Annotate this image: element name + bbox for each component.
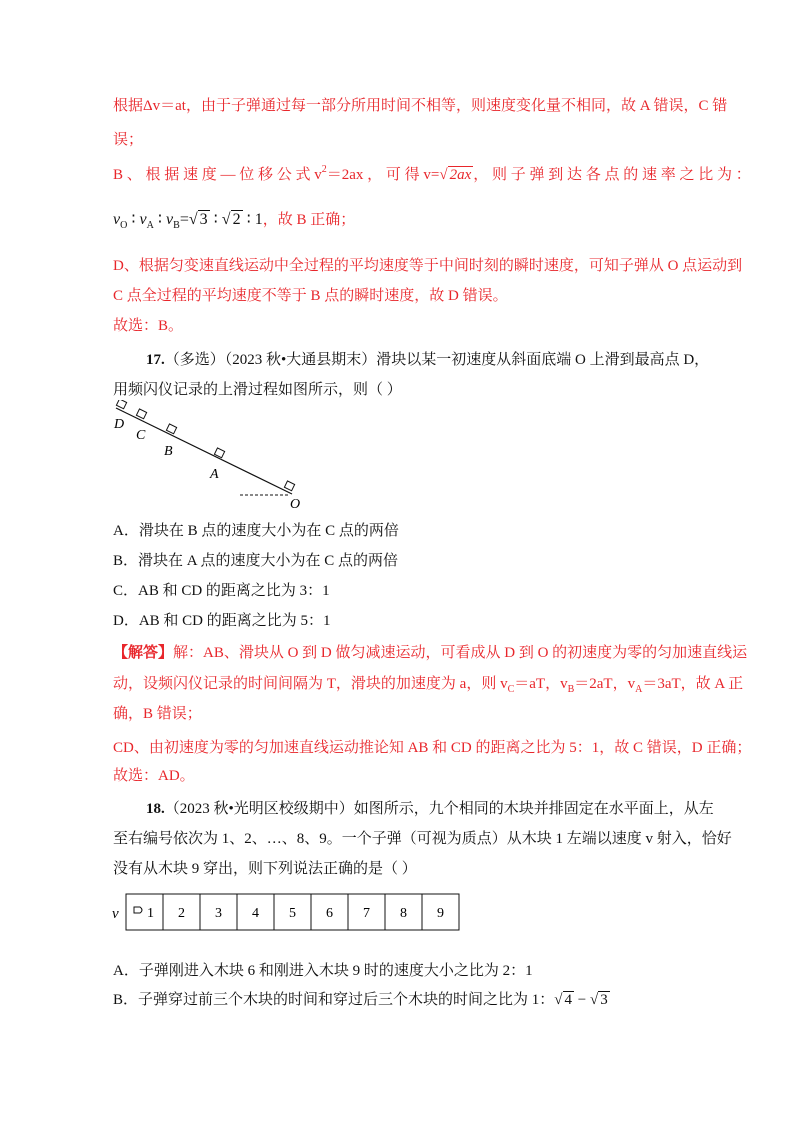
sub-a2: A (635, 684, 643, 695)
sub-o: O (120, 220, 128, 231)
wood-block-label-6: 6 (326, 906, 333, 921)
q17-option-d: D．AB 和 CD 的距离之比为 5：1 (113, 613, 331, 629)
q17-option-c: C．AB 和 CD 的距离之比为 3：1 (113, 583, 330, 599)
sol16-line-4-formula (113, 210, 355, 236)
q17-line-2: 用频闪仪记录的上滑过程如图所示，则（ ） (113, 382, 402, 398)
q18-number: 18. (146, 801, 165, 817)
q17-ans-2a: 动，设频闪仪记录的时间间隔为 T，滑块的加速度为 a，则 v (113, 676, 508, 692)
q18-optb-pre: B．子弹穿过前三个木块的时间和穿过后三个木块的时间之比为 1： (113, 992, 555, 1008)
sqrt-3b: √ 3 (589, 992, 608, 1008)
label-b: B (164, 444, 173, 459)
sol16-line-6: C 点全过程的平均速度不等于 B 点的瞬时速度，故 D 错误。 (113, 288, 508, 304)
sqrt-3: √ 3 (188, 211, 208, 228)
q17-number: 17. (146, 352, 165, 368)
sol16-line-1: 根据Δv＝at，由于子弹通过每一部分所用时间不相等，则速度变化量不相同，故 A 错误，C 错 (113, 98, 728, 114)
sol16-line-3 (113, 160, 751, 185)
sol16-l3-sup: 2 (321, 164, 327, 175)
box-c (136, 409, 146, 419)
v-a: v (139, 211, 147, 228)
sol16-l4-post: ，故 B 正确； (262, 212, 356, 228)
v-b: v (166, 211, 174, 228)
sqrt-4-radicand: 4 (564, 992, 572, 1008)
label-c: C (136, 428, 146, 443)
bullet-icon (134, 907, 142, 913)
sqrt-2: √ 2 (221, 211, 241, 228)
wood-block-1 (126, 894, 163, 930)
sol16-l3-pre: B 、 根 据 速 度 — 位 移 公 式 v (113, 167, 322, 183)
q18-option-b (113, 990, 610, 1010)
sub-b: B (173, 220, 180, 231)
minus-sign: − (574, 992, 590, 1008)
sqrt-2-radicand: 2 (232, 211, 241, 228)
sol16-l3-mid: ＝2ax ， 可 得 v= (326, 167, 440, 183)
incline-line (116, 408, 292, 494)
sep-2: ∶ (153, 211, 167, 228)
sqrt-2ax: √ 2ax (439, 167, 472, 183)
label-d: D (114, 417, 125, 432)
q17-stem-1: （多选）（2023 秋•大通县期末）滑块以某一初速度从斜面底端 O 上滑到最高点 D， (164, 352, 710, 368)
sol16-line-5: D、根据匀变速直线运动中全过程的平均速度等于中间时刻的瞬时速度，可知子弹从 O 点运动到 (113, 258, 743, 274)
q17-line-1 (146, 350, 709, 370)
q17-answer-line-5: 故选：AD。 (113, 768, 195, 784)
one: 1 (254, 211, 263, 228)
q17-ans-2b: ＝aT，v (514, 676, 568, 692)
sub-c: C (507, 684, 515, 695)
wood-block-label-3: 3 (215, 906, 222, 921)
q17-ans-1: 解：AB、滑块从 O 到 D 做匀减速运动，可看成从 D 到 O 的初速度为零的匀加速直线运 (173, 645, 748, 661)
q17-ans-2c: ＝2aT，v (574, 676, 636, 692)
q18-line-3: 没有从木块 9 穿出，则下列说法正确的是（ ） (113, 861, 417, 877)
sep-3: ∶ (209, 211, 222, 228)
q18-stem-1: （2023 秋•光明区校级期中）如图所示，九个相同的木块并排固定在水平面上，从左 (164, 801, 714, 817)
wood-block-label-7: 7 (363, 906, 370, 921)
v-o: v (113, 211, 121, 228)
sep-1: ∶ (127, 211, 140, 228)
q17-answer-line-3: 确，B 错误； (113, 706, 202, 722)
label-o: O (290, 497, 301, 512)
sqrt-2ax-radicand: 2ax (449, 167, 472, 183)
wood-block-label-1: 1 (147, 906, 154, 921)
sqrt-4: √ 4 (554, 992, 572, 1008)
sep-4: ∶ (242, 211, 255, 228)
sub-a: A (146, 220, 154, 231)
wood-blocks-diagram (110, 888, 470, 938)
sol16-line-2: 误； (113, 132, 144, 148)
wood-block-label-5: 5 (289, 906, 296, 921)
wood-block-label-9: 9 (437, 906, 444, 921)
wood-block-label-4: 4 (252, 906, 259, 921)
equals: = (179, 211, 189, 228)
label-a: A (210, 467, 219, 482)
q17-option-b: B．滑块在 A 点的速度大小为在 C 点的两倍 (113, 553, 399, 569)
wood-block-label-8: 8 (400, 906, 407, 921)
sol16-l3-post: ， 则 子 弹 到 达 各 点 的 速 率 之 比 为 ： (473, 167, 751, 183)
q17-answer-line-2 (113, 674, 743, 700)
q17-answer-line-1 (113, 643, 747, 663)
box-d (116, 400, 126, 409)
q18-option-a: A．子弹刚进入木块 6 和刚进入木块 9 时的速度大小之比为 2：1 (113, 963, 533, 979)
q18-line-1 (146, 799, 714, 819)
sol16-line-7: 故选：B。 (113, 318, 184, 334)
box-o (284, 481, 294, 491)
answer-tag: 【解答】 (113, 645, 174, 661)
q17-option-a: A．滑块在 B 点的速度大小为在 C 点的两倍 (113, 523, 399, 539)
q17-answer-line-4: CD、由初速度为零的匀加速直线运动推论知 AB 和 CD 的距离之比为 5：1，故 C 错误，D 正确； (113, 740, 752, 756)
velocity-label: v (112, 906, 119, 922)
sqrt-3-radicand: 3 (199, 211, 208, 228)
sub-b2: B (567, 684, 575, 695)
sqrt-3b-radicand: 3 (600, 992, 608, 1008)
incline-diagram (110, 400, 310, 512)
box-b (166, 424, 176, 434)
q18-line-2: 至右编号依次为 1、2、…、8、9。一个子弹（可视为质点）从木块 1 左端以速度 v 射入，恰好 (113, 831, 732, 847)
wood-block-label-2: 2 (178, 906, 185, 921)
q17-ans-2d: ＝3aT，故 A 正 (642, 676, 744, 692)
